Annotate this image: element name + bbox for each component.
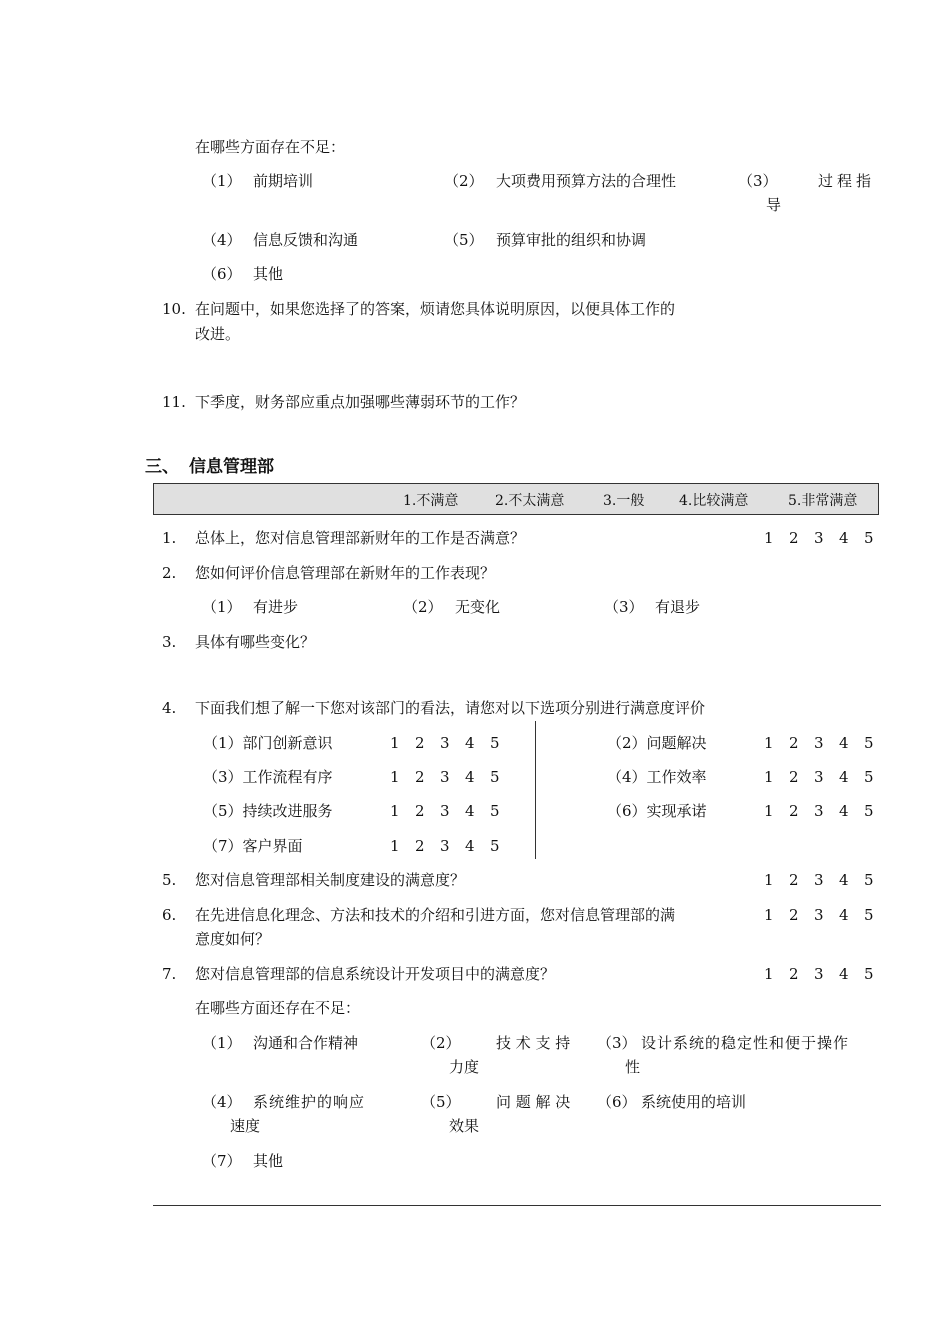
question-number: 1. — [162, 529, 177, 547]
footer-divider — [153, 1205, 881, 1206]
rating-option[interactable]: 2 — [789, 734, 799, 752]
option-number: （4） — [202, 231, 242, 249]
question-number: 10. — [162, 300, 186, 318]
option-label: 预算审批的组织和协调 — [496, 231, 647, 249]
question-text: 具体有哪些变化？ — [195, 633, 316, 651]
option-label[interactable]: 有退步 — [655, 598, 701, 616]
option-number: （3） — [604, 598, 644, 616]
option-label-continued: 效果 — [449, 1117, 480, 1135]
shortfall-prompt: 在哪些方面还存在不足： — [195, 999, 361, 1017]
rating-option[interactable]: 5 — [864, 802, 874, 820]
option-label[interactable]: 系统使用的培训 — [641, 1093, 747, 1111]
option-label-continued: 力度 — [449, 1058, 480, 1076]
rating-option[interactable]: 5 — [490, 837, 500, 855]
rating-item-label: （6）实现承诺 — [607, 802, 707, 820]
rating-option[interactable]: 3 — [440, 768, 450, 786]
rating-scale[interactable] — [764, 964, 889, 984]
rating-option[interactable]: 4 — [465, 734, 475, 752]
option-label: 过程指 — [818, 172, 876, 190]
option-number: （5） — [444, 231, 484, 249]
option-number: （1） — [202, 172, 242, 190]
rating-option[interactable]: 4 — [465, 768, 475, 786]
rating-option[interactable]: 2 — [415, 734, 425, 752]
rating-option[interactable]: 5 — [864, 734, 874, 752]
rating-option[interactable]: 2 — [789, 871, 799, 889]
rating-item-label: （5）持续改进服务 — [203, 802, 333, 820]
option-label[interactable]: 技 术 支 持 — [496, 1034, 571, 1052]
rating-option[interactable]: 3 — [440, 837, 450, 855]
option-label[interactable]: 有进步 — [253, 598, 299, 616]
rating-option[interactable]: 5 — [864, 768, 874, 786]
option-number: （2） — [421, 1034, 461, 1052]
option-number: （2） — [403, 598, 443, 616]
rating-item-label: （1）部门创新意识 — [203, 734, 333, 752]
section-number: 三、 — [145, 457, 179, 477]
rating-option[interactable]: 4 — [839, 734, 849, 752]
option-label-continued: 导 — [766, 196, 782, 214]
question-number: 3. — [162, 633, 177, 651]
rating-option[interactable]: 4 — [465, 802, 475, 820]
rating-option[interactable]: 2 — [415, 768, 425, 786]
rating-option[interactable]: 4 — [839, 906, 849, 924]
column-divider — [535, 721, 536, 859]
rating-option[interactable]: 5 — [864, 965, 874, 983]
rating-item-label: （3）工作流程有序 — [203, 768, 333, 786]
rating-option[interactable]: 3 — [814, 734, 824, 752]
question-number: 2. — [162, 564, 177, 582]
rating-option[interactable]: 1 — [764, 871, 774, 889]
question-text: 在先进信息化理念、方法和技术的介绍和引进方面，您对信息管理部的满 — [195, 906, 676, 924]
rating-option[interactable]: 2 — [789, 906, 799, 924]
rating-option[interactable]: 5 — [490, 734, 500, 752]
rating-scale[interactable] — [764, 733, 889, 753]
rating-option[interactable]: 5 — [864, 529, 874, 547]
question-text: 您对信息管理部相关制度建设的满意度？ — [195, 871, 466, 889]
rating-option[interactable]: 1 — [764, 965, 774, 983]
scale-label: 2.不太满意 — [495, 493, 565, 509]
question-text-continued: 意度如何？ — [195, 930, 271, 948]
rating-option[interactable]: 1 — [764, 906, 774, 924]
rating-option[interactable]: 4 — [839, 965, 849, 983]
option-label: 大项费用预算方法的合理性 — [496, 172, 677, 190]
rating-option[interactable]: 4 — [839, 529, 849, 547]
option-number: （1） — [202, 1034, 242, 1052]
option-number: （6） — [597, 1093, 637, 1111]
option-label[interactable]: 设计系统的稳定性和便于操作 — [641, 1034, 850, 1052]
section-title: 信息管理部 — [189, 457, 274, 477]
question-number: 6. — [162, 906, 177, 924]
option-label: 前期培训 — [253, 172, 314, 190]
rating-option[interactable]: 2 — [415, 802, 425, 820]
option-label[interactable]: 无变化 — [455, 598, 501, 616]
rating-option[interactable]: 2 — [789, 965, 799, 983]
option-label[interactable]: 问 题 解 决 — [496, 1093, 571, 1111]
rating-scale[interactable] — [390, 767, 515, 787]
option-number: （2） — [444, 172, 484, 190]
rating-scale[interactable] — [390, 801, 515, 821]
rating-scale[interactable] — [764, 767, 889, 787]
rating-item-label: （7）客户界面 — [203, 837, 303, 855]
question-text: 总体上，您对信息管理部新财年的工作是否满意？ — [195, 529, 526, 547]
option-number: （1） — [202, 598, 242, 616]
rating-option[interactable]: 4 — [465, 837, 475, 855]
rating-option[interactable]: 2 — [415, 837, 425, 855]
option-label: 其他 — [253, 265, 284, 283]
scale-label: 5.非常满意 — [788, 493, 858, 509]
rating-scale[interactable] — [764, 801, 889, 821]
option-number: （3） — [738, 172, 778, 190]
rating-option[interactable]: 1 — [764, 802, 774, 820]
rating-option[interactable]: 3 — [814, 768, 824, 786]
option-label[interactable]: 沟通和合作精神 — [253, 1034, 359, 1052]
rating-option[interactable]: 3 — [440, 734, 450, 752]
rating-option[interactable]: 4 — [839, 871, 849, 889]
scale-label: 4.比较满意 — [679, 493, 749, 509]
question-text: 您如何评价信息管理部在新财年的工作表现？ — [195, 564, 496, 582]
rating-option[interactable]: 5 — [864, 871, 874, 889]
question-text: 您对信息管理部的信息系统设计开发项目中的满意度？ — [195, 965, 556, 983]
rating-option[interactable]: 3 — [814, 529, 824, 547]
rating-scale[interactable] — [764, 528, 889, 548]
option-label-continued: 性 — [625, 1058, 641, 1076]
rating-scale-header — [153, 483, 879, 515]
rating-option[interactable]: 3 — [814, 906, 824, 924]
rating-option[interactable]: 1 — [764, 529, 774, 547]
question-number: 5. — [162, 871, 177, 889]
question-text: 在问题中，如果您选择了的答案，烦请您具体说明原因，以便具体工作的 — [195, 300, 676, 318]
rating-option[interactable]: 2 — [789, 802, 799, 820]
scale-label: 1.不满意 — [403, 493, 459, 509]
rating-option[interactable]: 5 — [490, 768, 500, 786]
rating-option[interactable]: 5 — [864, 906, 874, 924]
scale-label: 3.一般 — [603, 493, 645, 509]
rating-scale[interactable] — [764, 870, 889, 890]
rating-option[interactable]: 2 — [789, 529, 799, 547]
rating-option[interactable]: 1 — [390, 768, 400, 786]
question-number: 7. — [162, 965, 177, 983]
option-number: （7） — [202, 1152, 242, 1170]
shortfall-prompt: 在哪些方面存在不足： — [195, 138, 346, 156]
question-text-continued: 改进。 — [195, 325, 241, 343]
rating-option[interactable]: 1 — [764, 768, 774, 786]
rating-scale[interactable] — [390, 836, 515, 856]
rating-option[interactable]: 3 — [814, 802, 824, 820]
rating-option[interactable]: 4 — [839, 768, 849, 786]
question-number: 11. — [162, 393, 186, 411]
rating-option[interactable]: 1 — [390, 734, 400, 752]
option-number: （3） — [597, 1034, 637, 1052]
rating-option[interactable]: 1 — [390, 802, 400, 820]
option-number: （6） — [202, 265, 242, 283]
rating-option[interactable]: 3 — [814, 965, 824, 983]
option-label[interactable]: 系统维护的响应 — [253, 1093, 366, 1111]
question-text: 下面我们想了解一下您对该部门的看法，请您对以下选项分别进行满意度评价 — [195, 699, 706, 717]
rating-option[interactable]: 3 — [440, 802, 450, 820]
rating-item-label: （2）问题解决 — [607, 734, 707, 752]
question-text: 下季度，财务部应重点加强哪些薄弱环节的工作？ — [195, 393, 526, 411]
option-number: （5） — [421, 1093, 461, 1111]
question-number: 4. — [162, 699, 177, 717]
option-label-continued: 速度 — [230, 1117, 261, 1135]
rating-option[interactable]: 3 — [814, 871, 824, 889]
rating-option[interactable]: 1 — [764, 734, 774, 752]
rating-scale[interactable] — [390, 733, 515, 753]
rating-option[interactable]: 2 — [789, 768, 799, 786]
rating-scale[interactable] — [764, 905, 889, 925]
option-number: （4） — [202, 1093, 242, 1111]
rating-option[interactable]: 4 — [839, 802, 849, 820]
option-label: 信息反馈和沟通 — [253, 231, 359, 249]
rating-item-label: （4）工作效率 — [607, 768, 707, 786]
rating-option[interactable]: 5 — [490, 802, 500, 820]
option-label[interactable]: 其他 — [253, 1152, 284, 1170]
rating-option[interactable]: 1 — [390, 837, 400, 855]
